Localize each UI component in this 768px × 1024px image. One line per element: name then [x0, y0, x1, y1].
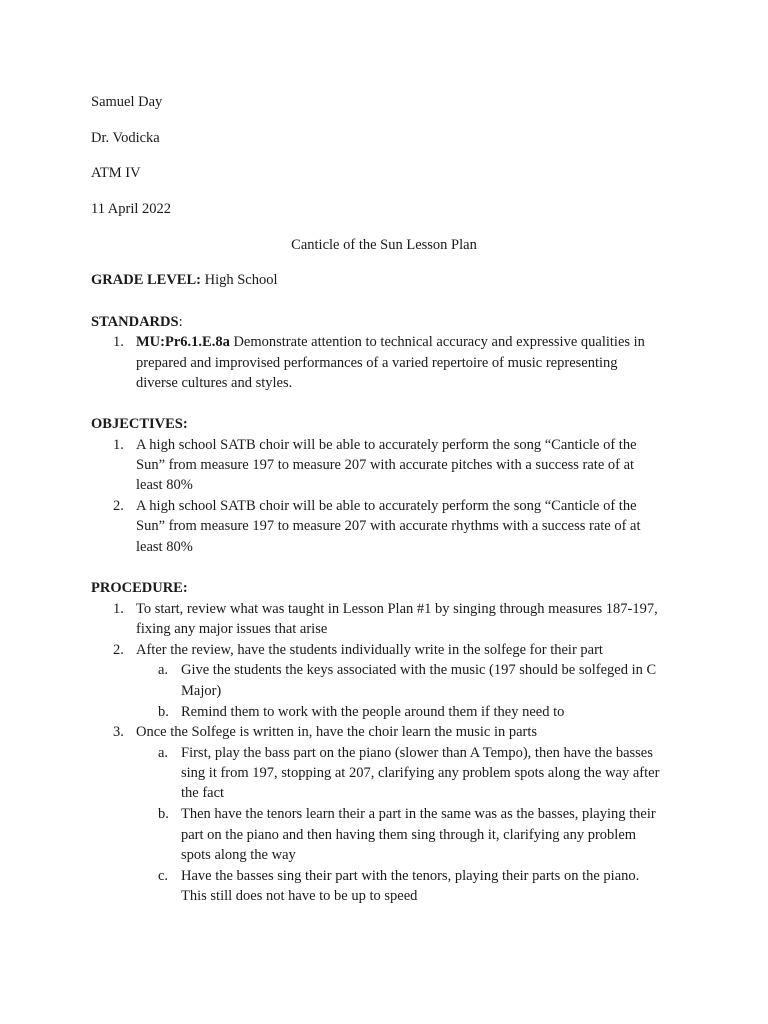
- list-number: 2.: [113, 642, 124, 658]
- objective-line: least 80%: [136, 539, 193, 555]
- sub-list-letter: a.: [158, 745, 169, 761]
- author-name: Samuel Day: [91, 94, 163, 110]
- procedure-line: To start, review what was taught in Lesson Plan #1 by singing through measures 187-197,: [136, 601, 658, 617]
- sub-list-letter: a.: [158, 662, 169, 678]
- standards-heading-colon: :: [178, 314, 183, 330]
- standard-code: MU:Pr6.1.E.8a: [136, 334, 230, 350]
- standard-text: Demonstrate attention to technical accuracy and expressive qualities in: [229, 334, 645, 350]
- procedure-sub-line: This still does not have to be up to speed: [181, 888, 418, 904]
- procedure-sub-line: the fact: [181, 785, 225, 801]
- sub-list-letter: c.: [158, 868, 169, 884]
- objective-line: Sun” from measure 197 to measure 207 with accurate rhythms with a success rate of at: [136, 518, 641, 534]
- procedure-line: fixing any major issues that arise: [136, 621, 328, 637]
- procedure-sub-line: Major): [181, 683, 222, 699]
- list-number: 1.: [113, 601, 124, 617]
- sub-list-letter: b.: [158, 704, 169, 720]
- standards-heading-text: STANDARDS: [91, 314, 179, 330]
- standards-heading: [91, 312, 183, 332]
- standard-line: [136, 332, 645, 352]
- procedure-sub-line: part on the piano and then having them sing through it, clarifying any problem: [181, 827, 637, 843]
- procedure-sub-line: Give the students the keys associated with the music (197 should be solfeged in C: [181, 662, 657, 678]
- procedure-line: Once the Solfege is written in, have the choir learn the music in parts: [136, 724, 538, 740]
- grade-level: [91, 270, 278, 290]
- procedure-sub-line: sing it from 197, stopping at 207, clarifying any problem spots along the way after: [181, 765, 660, 781]
- grade-level-value: High School: [200, 272, 278, 288]
- list-number: 1.: [113, 437, 124, 453]
- sub-list-letter: b.: [158, 806, 169, 822]
- list-number: 1.: [113, 334, 124, 350]
- procedure-line: After the review, have the students individually write in the solfege for their part: [136, 642, 603, 658]
- procedure-sub-line: spots along the way: [181, 847, 296, 863]
- objectives-heading: OBJECTIVES:: [91, 416, 188, 432]
- procedure-heading: PROCEDURE:: [91, 580, 188, 596]
- instructor-name: Dr. Vodicka: [91, 130, 160, 146]
- course-name: ATM IV: [91, 165, 141, 181]
- objective-line: least 80%: [136, 477, 193, 493]
- objective-line: Sun” from measure 197 to measure 207 with accurate pitches with a success rate of at: [136, 457, 635, 473]
- procedure-sub-line: Remind them to work with the people around them if they need to: [181, 704, 565, 720]
- standard-line: diverse cultures and styles.: [136, 375, 293, 391]
- grade-level-label: GRADE LEVEL:: [91, 272, 201, 288]
- objective-line: A high school SATB choir will be able to accurately perform the song “Canticle of the: [136, 498, 637, 514]
- standard-line: prepared and improvised performances of a varied repertoire of music representing: [136, 355, 618, 371]
- procedure-sub-line: First, play the bass part on the piano (slower than A Tempo), then have the basses: [181, 745, 653, 761]
- objective-line: A high school SATB choir will be able to accurately perform the song “Canticle of the: [136, 437, 637, 453]
- list-number: 3.: [113, 724, 124, 740]
- document-date: 11 April 2022: [91, 201, 172, 217]
- procedure-sub-line: Have the basses sing their part with the tenors, playing their parts on the piano.: [181, 868, 640, 884]
- procedure-sub-line: Then have the tenors learn their a part in the same was as the basses, playing their: [181, 806, 656, 822]
- document-title: Canticle of the Sun Lesson Plan: [291, 237, 477, 253]
- list-number: 2.: [113, 498, 124, 514]
